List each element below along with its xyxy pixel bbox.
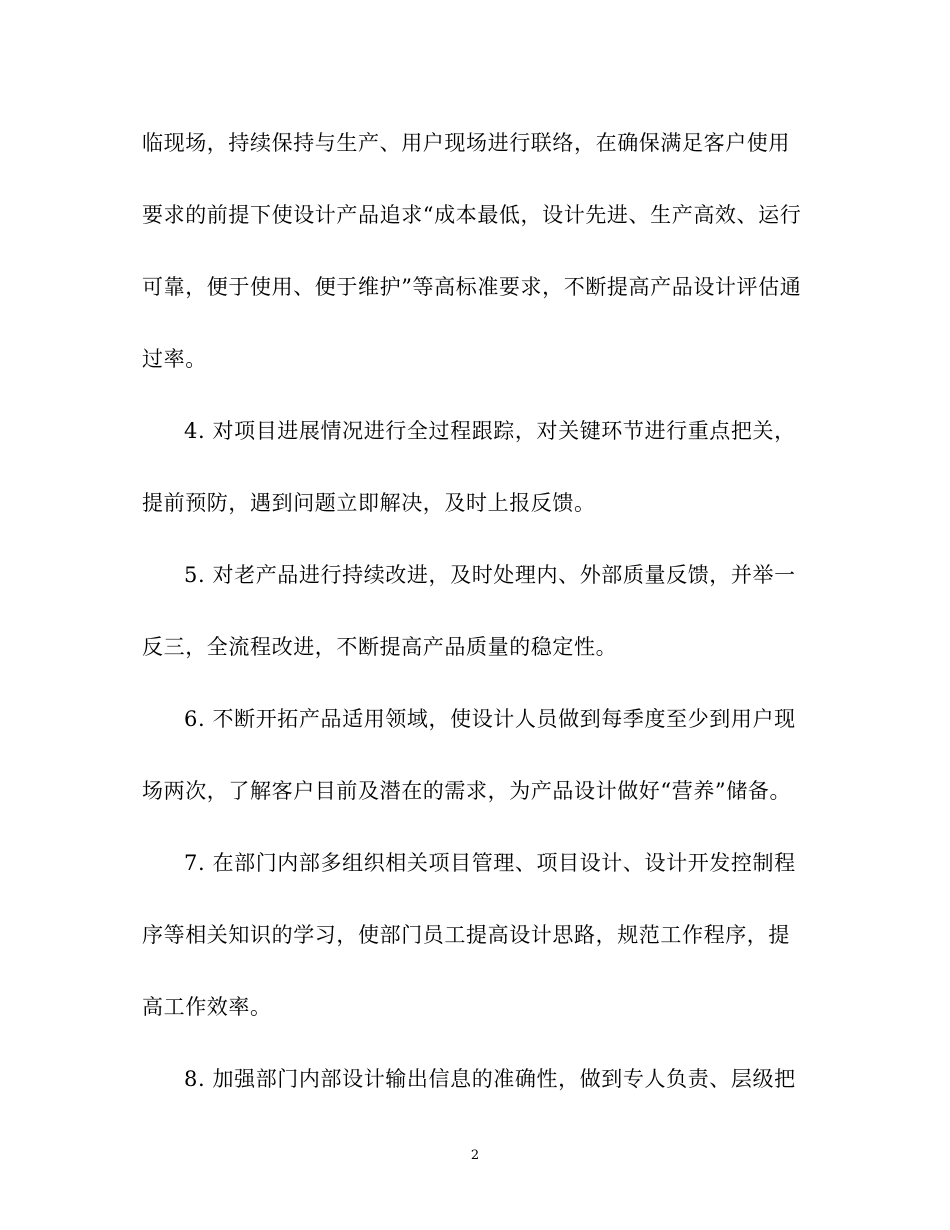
paragraph-line: 高工作效率。 (142, 995, 272, 1019)
paragraph-line: 序等相关知识的学习，使部门员工提高设计思路，规范工作程序，提 (142, 923, 790, 947)
list-item-6-line: 6. 不断开拓产品适用领域，使设计人员做到每季度至少到用户现 (184, 707, 796, 731)
page-number: 2 (470, 1148, 480, 1163)
paragraph-line: 反三，全流程改进，不断提高产品质量的稳定性。 (142, 635, 618, 659)
paragraph-line: 场两次，了解客户目前及潜在的需求，为产品设计做好“营养”储备。 (142, 779, 792, 803)
list-item-4-line: 4. 对项目进展情况进行全过程跟踪，对关键环节进行重点把关， (184, 419, 796, 443)
paragraph-line: 要求的前提下使设计产品追求“成本最低，设计先进、生产高效、运行 (142, 203, 802, 227)
paragraph-line: 过率。 (142, 347, 207, 371)
paragraph-line: 提前预防，遇到问题立即解决，及时上报反馈。 (142, 491, 596, 515)
list-item-7-line: 7. 在部门内部多组织相关项目管理、项目设计、设计开发控制程 (184, 851, 796, 875)
paragraph-line: 可靠，便于使用、便于维护”等高标准要求，不断提高产品设计评估通 (142, 275, 802, 299)
list-item-5-line: 5. 对老产品进行持续改进，及时处理内、外部质量反馈，并举一 (184, 563, 796, 587)
list-item-8-line: 8. 加强部门内部设计输出信息的准确性，做到专人负责、层级把 (184, 1067, 796, 1091)
paragraph-line: 临现场，持续保持与生产、用户现场进行联络，在确保满足客户使用 (142, 131, 790, 155)
